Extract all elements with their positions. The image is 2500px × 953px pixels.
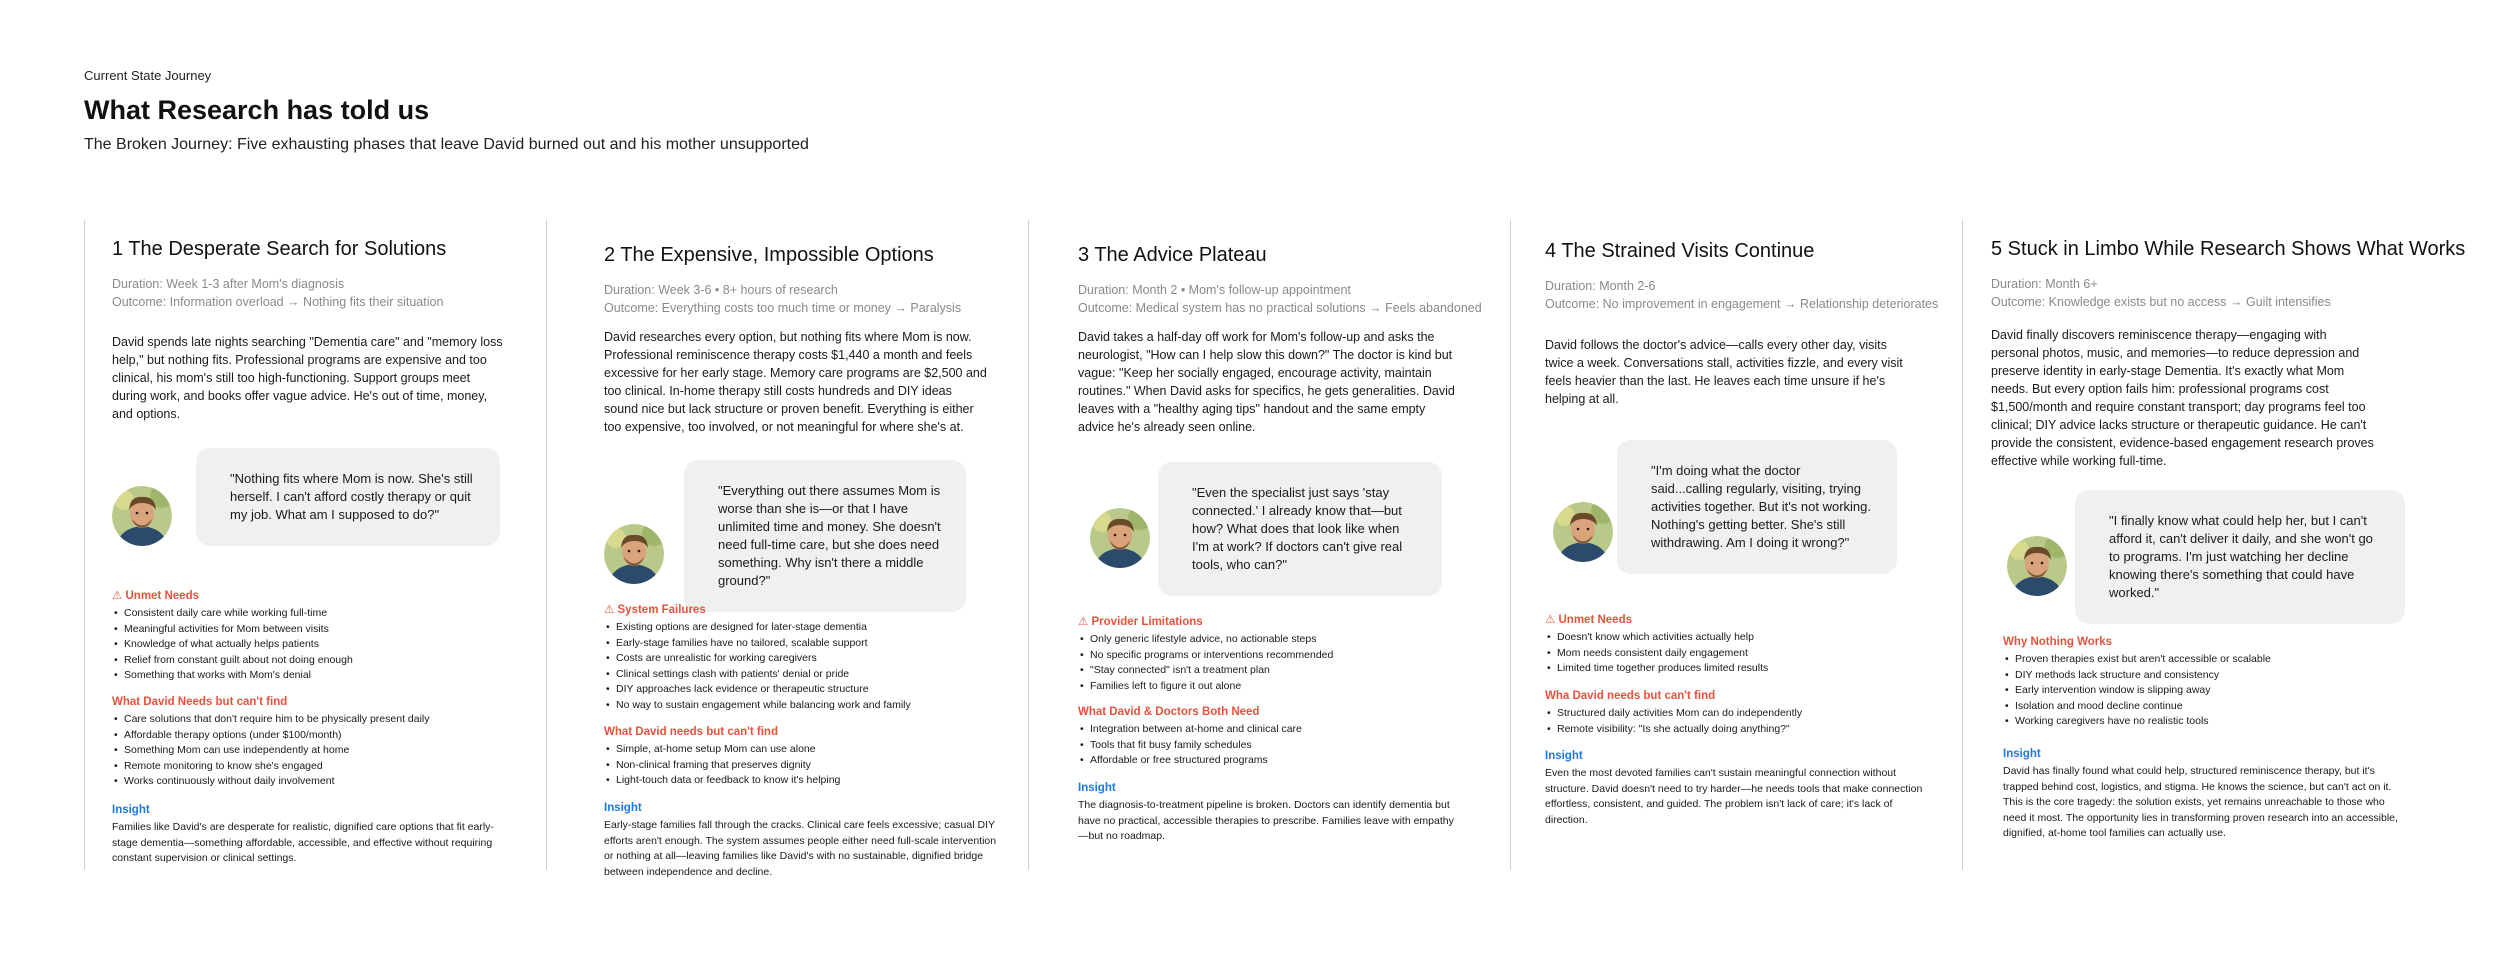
bullet-list	[2003, 652, 2271, 730]
column-divider	[546, 220, 547, 870]
list-item: • Something Mom can use independently at home	[112, 743, 430, 759]
insight-heading: Insight	[2003, 748, 2041, 760]
quote-bubble: "Everything out there assumes Mom is worse than she is—or that I have unlimited time and money. She doesn't need full-time care, but she does need something. Why isn't there a middle ground?"	[684, 460, 966, 612]
list-item: • DIY methods lack structure and consistency	[2003, 668, 2271, 684]
phase-title: 3 The Advice Plateau	[1078, 244, 1267, 266]
david-avatar	[1090, 508, 1150, 568]
list-item: • Mom needs consistent daily engagement	[1545, 646, 1768, 662]
section-heading: Wha David needs but can't find	[1545, 690, 1716, 702]
avatar-image	[1553, 502, 1613, 562]
column-divider	[84, 220, 85, 870]
david-avatar	[1553, 502, 1613, 562]
why-nothing-works-section	[2003, 636, 2271, 730]
list-item: • Affordable therapy options (under $100/month)	[112, 728, 430, 744]
insight-text: Early-stage families fall through the cracks. Clinical care feels excessive; casual DIY efforts aren't enough. The system assumes people either need full-scale intervention or nothing at all—leaving families like David's with no sustainable, dignified bridge between independence and decline.	[604, 819, 997, 878]
list-item: • Light-touch data or feedback to know it's helping	[604, 773, 840, 789]
section-heading: ⚠ Unmet Needs	[1545, 614, 1632, 626]
bullet-list	[112, 606, 353, 684]
list-item: • No way to sustain engagement while balancing work and family	[604, 698, 911, 714]
list-item: • Remote monitoring to know she's engaged	[112, 759, 430, 775]
avatar-image	[112, 486, 172, 546]
phase-outcome: Outcome: Knowledge exists but no access → Guilt intensifies	[1991, 295, 2331, 309]
avatar-image	[2007, 536, 2067, 596]
insight-heading: Insight	[1545, 750, 1583, 762]
list-item: • Affordable or free structured programs	[1078, 753, 1302, 769]
list-item: • "Stay connected" isn't a treatment plan	[1078, 663, 1333, 679]
list-item: • Works continuously without daily involvement	[112, 774, 430, 790]
list-item: • Costs are unrealistic for working caregivers	[604, 651, 911, 667]
phase-duration: Duration: Month 2-6	[1545, 279, 1656, 293]
list-item: • Proven therapies exist but aren't accessible or scalable	[2003, 652, 2271, 668]
insight-section	[1545, 750, 1930, 828]
section-heading: Why Nothing Works	[2003, 636, 2113, 648]
bullet-list	[1078, 632, 1333, 694]
insight-text: Even the most devoted families can't sustain meaningful connection without structure. David doesn't need to try harder—he needs tools that make connection effortless, consistent, and guided. The problem isn't lack of care; it's lack of direction.	[1545, 767, 1923, 826]
bullet-list	[112, 712, 430, 790]
phase-outcome: Outcome: No improvement in engagement → Relationship deteriorates	[1545, 297, 1939, 311]
needs-section	[112, 696, 430, 790]
insight-heading: Insight	[1078, 782, 1116, 794]
page-subtitle: The Broken Journey: Five exhausting phases that leave David burned out and his mother unsupported	[84, 136, 809, 153]
david-avatar	[112, 486, 172, 546]
column-divider	[1510, 220, 1511, 870]
section-heading: What David & Doctors Both Need	[1078, 706, 1260, 718]
list-item: • Working caregivers have no realistic tools	[2003, 714, 2271, 730]
phase-duration: Duration: Week 1-3 after Mom's diagnosis	[112, 277, 345, 291]
list-item: • Clinical settings clash with patients' denial or pride	[604, 667, 911, 683]
unmet-needs-section	[1545, 612, 1768, 677]
system-failures-section	[604, 602, 911, 713]
list-item: • Isolation and mood decline continue	[2003, 699, 2271, 715]
list-item: • Something that works with Mom's denial	[112, 668, 353, 684]
insight-section	[2003, 748, 2398, 842]
avatar-image	[1090, 508, 1150, 568]
quote-bubble: "Even the specialist just says 'stay connected.' I already know that—but how? What does that look like when I'm at work? If doctors can't give real tools, who can?"	[1158, 462, 1442, 596]
phase-duration: Duration: Month 6+	[1991, 277, 2098, 291]
list-item: • Early-stage families have no tailored, scalable support	[604, 636, 911, 652]
phase-description: David researches every option, but nothing fits where Mom is now. Professional reminiscence therapy costs $1,440 a month and feels excessive for her early stage. Memory care programs are $2,500 and too clinical. In-home therapy still costs hundreds and DIY ideas sound nice but lack structure or proven benefit. Everything is either too expensive, too involved, or not meaningful for where she's at.	[604, 330, 987, 434]
phase-outcome: Outcome: Everything costs too much time or money → Paralysis	[604, 301, 962, 315]
list-item: • Existing options are designed for later-stage dementia	[604, 620, 911, 636]
unmet-needs-section	[112, 588, 353, 684]
phase-outcome: Outcome: Information overload → Nothing fits their situation	[112, 295, 444, 309]
insight-text: Families like David's are desperate for realistic, dignified care options that fit early-stage dementia—something affordable, accessible, and effective without requiring constant supervision or clinical settings.	[112, 821, 494, 864]
section-heading: What David needs but can't find	[604, 726, 778, 738]
bullet-list	[1545, 706, 1802, 737]
list-item: • Remote visibility: "Is she actually doing anything?"	[1545, 722, 1802, 738]
list-item: • No specific programs or interventions recommended	[1078, 648, 1333, 664]
list-item: • Structured daily activities Mom can do independently	[1545, 706, 1802, 722]
quote-row	[1078, 462, 1478, 592]
list-item: • Doesn't know which activities actually help	[1545, 630, 1768, 646]
needs-section	[1545, 690, 1802, 737]
phase-description: David follows the doctor's advice—calls every other day, visits twice a week. Conversations stall, activities fizzle, and every visit feels heavier than the last. He leaves each time unsure if he's helping at all.	[1545, 338, 1903, 406]
phase-5-column	[1991, 238, 2471, 868]
provider-limitations-section	[1078, 614, 1333, 694]
insight-heading: Insight	[604, 802, 642, 814]
phase-outcome: Outcome: Medical system has no practical solutions → Feels abandoned	[1078, 301, 1482, 315]
column-divider	[1962, 220, 1963, 870]
david-avatar	[2007, 536, 2067, 596]
phase-duration: Duration: Month 2 • Mom's follow-up appointment	[1078, 283, 1351, 297]
insight-section	[1078, 782, 1458, 845]
bullet-list	[604, 620, 911, 713]
quote-bubble: "Nothing fits where Mom is now. She's still herself. I can't afford costly therapy or quit my job. What am I supposed to do?"	[196, 448, 500, 546]
phase-2-column	[604, 244, 1009, 878]
needs-section	[1078, 706, 1302, 769]
list-item: • DIY approaches lack evidence or therapeutic structure	[604, 682, 911, 698]
phase-description: David takes a half-day off work for Mom's follow-up and asks the neurologist, "How can I help slow this down?" The doctor is kind but vague: "Keep her socially engaged, encourage activity, maintain routines." When David asks for specifics, he gets generalities. David leaves with a "healthy aging tips" handout and the same empty advice he's already seen online.	[1078, 330, 1455, 434]
list-item: • Non-clinical framing that preserves dignity	[604, 758, 840, 774]
list-item: • Early intervention window is slipping away	[2003, 683, 2271, 699]
bullet-list	[1078, 722, 1302, 769]
list-item: • Knowledge of what actually helps patients	[112, 637, 353, 653]
quote-row	[112, 448, 512, 578]
phase-4-column	[1545, 240, 1945, 870]
david-avatar	[604, 524, 664, 584]
section-heading: What David Needs but can't find	[112, 696, 288, 708]
phase-3-column	[1078, 244, 1498, 874]
page-title: What Research has told us	[84, 95, 430, 125]
list-item: • Simple, at-home setup Mom can use alone	[604, 742, 840, 758]
quote-row	[1991, 490, 2411, 620]
section-heading: ⚠ Unmet Needs	[112, 590, 199, 602]
list-item: • Only generic lifestyle advice, no actionable steps	[1078, 632, 1333, 648]
list-item: • Limited time together produces limited results	[1545, 661, 1768, 677]
list-item: • Families left to figure it out alone	[1078, 679, 1333, 695]
bullet-list	[604, 742, 840, 789]
quote-bubble: "I'm doing what the doctor said...calling regularly, visiting, trying activities together. But it's not working. Nothing's getting better. She's still withdrawing. Am I doing it wrong?"	[1617, 440, 1897, 574]
eyebrow-label: Current State Journey	[84, 68, 212, 83]
quote-row	[1545, 440, 1945, 570]
quote-bubble: "I finally know what could help her, but I can't afford it, can't deliver it daily, and she won't go to programs. I'm just watching her decline knowing there's something that could have worked."	[2075, 490, 2405, 624]
phase-duration: Duration: Week 3-6 • 8+ hours of research	[604, 283, 838, 297]
phase-1-column	[112, 238, 512, 868]
phase-description: David spends late nights searching "Dementia care" and "memory loss help," but nothing fits. Professional programs are expensive and too clinical, his mom's still too high-functioning. Support groups meet during work, and books offer vague advice. He's out of time, money, and options.	[112, 335, 503, 421]
needs-section	[604, 726, 840, 789]
phase-title: 4 The Strained Visits Continue	[1545, 240, 1815, 262]
insight-text: The diagnosis-to-treatment pipeline is broken. Doctors can identify dementia but have no practical, accessible therapies to prescribe. Families leave with empathy—but no roadmap.	[1078, 799, 1454, 842]
insight-heading: Insight	[112, 804, 150, 816]
section-heading: ⚠ Provider Limitations	[1078, 616, 1203, 628]
list-item: • Tools that fit busy family schedules	[1078, 738, 1302, 754]
list-item: • Relief from constant guilt about not doing enough	[112, 653, 353, 669]
phase-title: 1 The Desperate Search for Solutions	[112, 238, 447, 260]
phase-title: 2 The Expensive, Impossible Options	[604, 244, 934, 266]
list-item: • Care solutions that don't require him to be physically present daily	[112, 712, 430, 728]
section-heading: ⚠ System Failures	[604, 604, 706, 616]
insight-section	[604, 802, 1004, 880]
insight-text: David has finally found what could help, structured reminiscence therapy, but it's trapped behind cost, logistics, and stigma. He knows the science, but can't act on it. This is the core tragedy: the solution exists, yet remains unreachable to those who need it most. The opportunity lies in transforming proven research into an accessible, dignified, at-home tool families can actually use.	[2003, 765, 2398, 839]
list-item: • Integration between at-home and clinical care	[1078, 722, 1302, 738]
insight-section	[112, 804, 497, 867]
phase-title: 5 Stuck in Limbo While Research Shows What Works	[1991, 238, 2466, 260]
bullet-list	[1545, 630, 1768, 677]
list-item: • Consistent daily care while working full-time	[112, 606, 353, 622]
phase-description: David finally discovers reminiscence therapy—engaging with personal photos, music, and memories—to reduce depression and preserve identity in early-stage Dementia. It's exactly what Mom needs. But every option fails him: professional programs cost $1,500/month and require constant transport; day programs feel too clinical; DIY advice lacks structure or therapeutic guidance. He can't provide the consistent, evidence-based engagement research proves effective while working full-time.	[1991, 328, 2374, 468]
avatar-image	[604, 524, 664, 584]
quote-row	[604, 460, 1004, 590]
list-item: • Meaningful activities for Mom between visits	[112, 622, 353, 638]
column-divider	[1028, 220, 1029, 870]
